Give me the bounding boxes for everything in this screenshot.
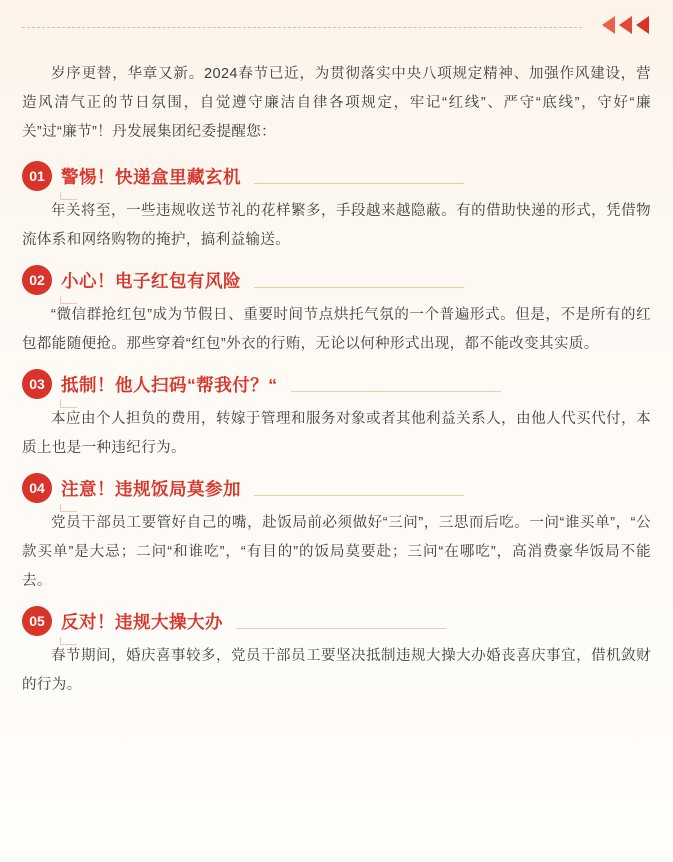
section-body	[22, 301, 651, 359]
section-number-badge: 02	[22, 265, 52, 295]
intro-paragraph: 岁序更替，华章又新。2024春节已近，为贯彻落实中央八项规定精神、加强作风建设，营造风清气正的节日氛围，自觉遵守廉洁自律各项规定，牢记“红线”、严守“底线”，守好“廉关”过“廉节”！丹发展集团纪委提醒您：	[22, 66, 651, 140]
section-03	[22, 369, 651, 463]
section-01	[22, 161, 651, 255]
section-heading	[22, 161, 651, 191]
section-body	[22, 405, 651, 463]
header-divider	[22, 27, 582, 28]
section-paragraph: 年关将至，一些违规收送节礼的花样繁多，手段越来越隐蔽。有的借助快递的形式，凭借物流体系和网络购物的掩护，搞利益输送。	[22, 203, 651, 248]
section-title: 注意！违规饭局莫参加	[61, 478, 241, 499]
corner-mark-icon	[60, 637, 77, 645]
section-title: 反对！违规大操大办	[61, 611, 223, 632]
section-number-badge: 01	[22, 161, 52, 191]
section-paragraph: 本应由个人担负的费用，转嫁于管理和服务对象或者其他利益关系人，由他人代买代付，本质上也是一种违纪行为。	[22, 411, 651, 456]
section-underline	[254, 287, 464, 288]
section-body	[22, 642, 651, 700]
arrow-left-icon-1	[636, 16, 649, 34]
arrow-left-icon-2	[619, 16, 632, 34]
header-bar	[22, 0, 651, 58]
section-heading	[22, 265, 651, 295]
corner-mark-icon	[60, 400, 77, 408]
section-title: 警惕！快递盒里藏玄机	[61, 166, 241, 187]
section-paragraph: “微信群抢红包”成为节假日、重要时间节点烘托气氛的一个普遍形式。但是，不是所有的红包都能随便抢。那些穿着“红包”外衣的行贿，无论以何种形式出现，都不能改变其实质。	[22, 307, 651, 352]
section-heading	[22, 369, 651, 399]
section-number-badge: 04	[22, 473, 52, 503]
arrow-left-icon-3	[602, 16, 615, 34]
corner-mark-icon	[60, 296, 77, 304]
section-title: 小心！电子红包有风险	[61, 270, 241, 291]
section-05	[22, 606, 651, 700]
section-underline	[254, 495, 464, 496]
section-title: 抵制！他人扫码“帮我付？“	[61, 374, 278, 395]
section-underline	[236, 628, 446, 629]
intro-block	[22, 60, 651, 147]
section-02	[22, 265, 651, 359]
section-body	[22, 197, 651, 255]
section-number-badge: 03	[22, 369, 52, 399]
section-underline	[254, 183, 464, 184]
arrow-group	[602, 16, 649, 34]
corner-mark-icon	[60, 192, 77, 200]
section-paragraph: 春节期间，婚庆喜事较多，党员干部员工要坚决抵制违规大操大办婚丧喜庆事宜，借机敛财的行为。	[22, 648, 651, 693]
section-04	[22, 473, 651, 596]
section-body	[22, 509, 651, 596]
section-number-badge: 05	[22, 606, 52, 636]
section-heading	[22, 473, 651, 503]
section-underline	[291, 391, 501, 392]
section-paragraph: 党员干部员工要管好自己的嘴，赴饭局前必须做好“三问”，三思而后吃。一问“谁买单”，“公款买单”是大忌；二问“和谁吃”，“有目的”的饭局莫要赴；三问“在哪吃”，高消费豪华饭局不能去。	[22, 515, 651, 589]
corner-mark-icon	[60, 504, 77, 512]
section-heading	[22, 606, 651, 636]
